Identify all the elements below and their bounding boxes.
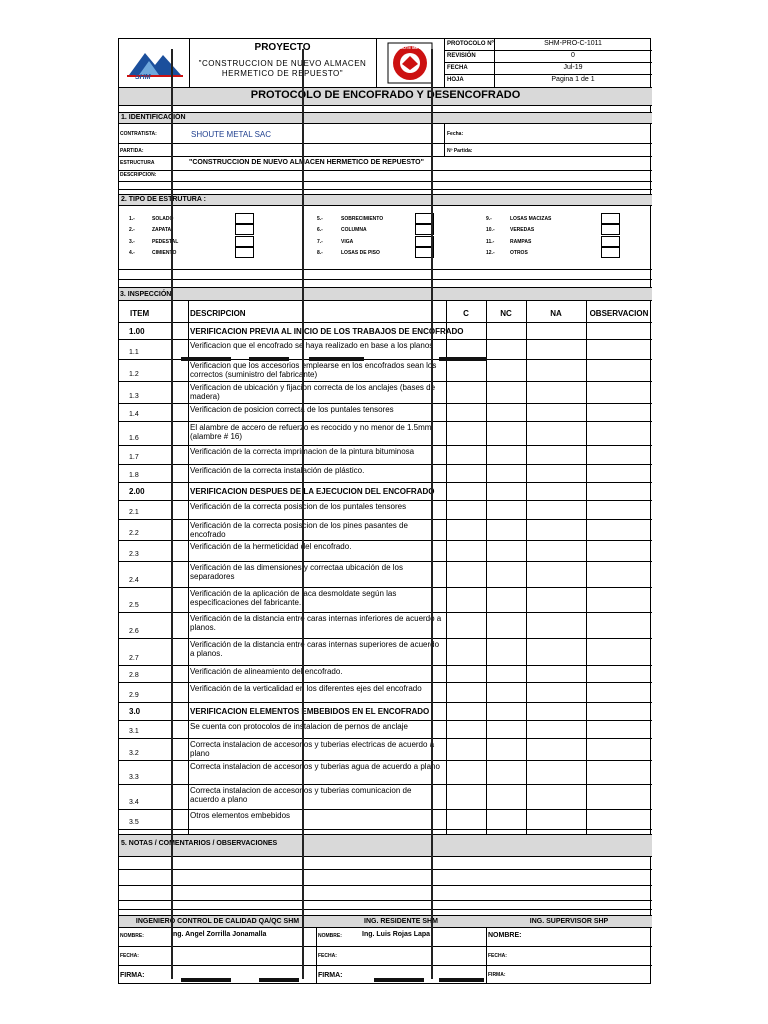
row-check-cell-c[interactable] <box>447 323 486 338</box>
row-description: Verificación de la verticalidad en los diferentes ejes del encofrado <box>190 684 422 693</box>
row-check-cell-obs[interactable] <box>587 613 652 637</box>
tipo-num: 8.- <box>317 250 323 256</box>
row-check-cell-na[interactable] <box>527 703 586 719</box>
project-label: PROYECTO <box>254 42 311 53</box>
firma-col3-fecha-label: FECHA: <box>488 953 507 959</box>
row-description: Verificacion de posicion correcta de los puntales tensores <box>190 405 394 414</box>
row-check-cell-c[interactable] <box>447 483 486 499</box>
row-check-cell-na[interactable] <box>527 422 586 444</box>
row-item-number: 2.7 <box>129 655 139 662</box>
row-check-cell-na[interactable] <box>527 323 586 338</box>
row-check-cell-nc[interactable] <box>487 562 526 586</box>
row-check-cell-obs[interactable] <box>587 446 652 463</box>
row-check-cell-c[interactable] <box>447 446 486 463</box>
row-check-cell-nc[interactable] <box>487 639 526 664</box>
row-description: Verificación de alineamiento del encofrado. <box>190 667 343 676</box>
row-check-cell-nc[interactable] <box>487 360 526 380</box>
row-item-number: 2.3 <box>129 551 139 558</box>
row-item-number: 1.8 <box>129 472 139 479</box>
row-check-cell-na[interactable] <box>527 721 586 737</box>
tipo-label: CIMIENTO <box>152 250 177 256</box>
row-check-cell-nc[interactable] <box>487 761 526 783</box>
row-check-cell-na[interactable] <box>527 340 586 358</box>
tipo-label: LOSAS MACIZAS <box>510 216 552 222</box>
row-item-number: 3.0 <box>129 707 141 716</box>
row-check-cell-c[interactable] <box>447 382 486 402</box>
row-description: Verificación de la correcta instalación de plástico. <box>190 466 365 475</box>
row-item-number: 1.3 <box>129 393 139 400</box>
row-check-cell-obs[interactable] <box>587 562 652 586</box>
tipo-label: RAMPAS <box>510 239 532 245</box>
row-check-cell-obs[interactable] <box>587 465 652 481</box>
row-description: Otros elementos embebidos <box>190 811 291 820</box>
row-check-cell-na[interactable] <box>527 666 586 681</box>
fecha-value: Jul-19 <box>563 64 583 71</box>
firma-col1-title: INGENIERO CONTROL DE CALIDAD QA/QC SHM <box>135 918 300 925</box>
row-check-cell-obs[interactable] <box>587 483 652 499</box>
row-check-cell-c[interactable] <box>447 639 486 664</box>
row-item-number: 3.5 <box>129 819 139 826</box>
row-check-cell-na[interactable] <box>527 588 586 611</box>
row-check-cell-na[interactable] <box>527 483 586 499</box>
revision-label: REVISIÓN <box>447 53 476 59</box>
row-check-cell-nc[interactable] <box>487 810 526 828</box>
hoja-value: Pagina 1 de 1 <box>551 76 595 83</box>
row-item-number: 2.5 <box>129 602 139 609</box>
row-check-cell-c[interactable] <box>447 520 486 539</box>
partida-label: PARTIDA: <box>120 148 144 154</box>
tipo-num: 6.- <box>317 227 323 233</box>
row-description: Verificación de la hermeticidad del encofrado. <box>190 542 352 551</box>
tipo-label: ZAPATA <box>152 227 172 233</box>
row-description: Verificación de la correcta posiscion de los puntales tensores <box>190 502 407 511</box>
inspeccion-title: 3. INSPECCIÓN <box>120 291 172 298</box>
scan-mark <box>309 357 364 361</box>
firma-col1-nombre-label: NOMBRE: <box>120 933 144 939</box>
row-item-number: 1.7 <box>129 454 139 461</box>
tipo-checkbox[interactable] <box>235 247 254 258</box>
row-check-cell-nc[interactable] <box>487 323 526 338</box>
protocolo-label: PROTOCOLO Nº <box>447 41 494 47</box>
row-check-cell-c[interactable] <box>447 588 486 611</box>
row-check-cell-obs[interactable] <box>587 541 652 560</box>
row-item-number: 2.1 <box>129 509 139 516</box>
row-check-cell-na[interactable] <box>527 785 586 808</box>
row-check-cell-c[interactable] <box>447 541 486 560</box>
scan-mark <box>181 357 231 361</box>
logo-left-text: SHM <box>135 74 151 81</box>
row-item-number: 2.8 <box>129 672 139 679</box>
row-check-cell-c[interactable] <box>447 404 486 420</box>
row-description: Verificación de la correcta posiscion de los pines pasantes de encofrado <box>190 521 408 539</box>
tipo-num: 12.- <box>486 250 495 256</box>
row-check-cell-nc[interactable] <box>487 483 526 499</box>
row-check-cell-na[interactable] <box>527 446 586 463</box>
row-check-cell-nc[interactable] <box>487 465 526 481</box>
row-check-cell-c[interactable] <box>447 562 486 586</box>
row-description: El alambre de accero de refuerzo es recocido y no menor de 1.5mm (alambre # 16) <box>190 423 432 441</box>
row-check-cell-nc[interactable] <box>487 422 526 444</box>
protocol-sheet <box>118 38 651 984</box>
row-check-cell-nc[interactable] <box>487 541 526 560</box>
row-check-cell-obs[interactable] <box>587 666 652 681</box>
row-item-number: 2.00 <box>129 487 145 496</box>
tipo-num: 10.- <box>486 227 495 233</box>
row-check-cell-na[interactable] <box>527 562 586 586</box>
scan-line <box>431 49 433 979</box>
row-check-cell-obs[interactable] <box>587 721 652 737</box>
row-check-cell-obs[interactable] <box>587 739 652 759</box>
row-description: Verificacion de ubicación y fijacion correcta de los anclajes (bases de madera) <box>190 383 436 401</box>
row-check-cell-na[interactable] <box>527 382 586 402</box>
row-check-cell-obs[interactable] <box>587 810 652 828</box>
firma-col3-title: ING. SUPERVISOR SHP <box>529 918 609 925</box>
row-check-cell-nc[interactable] <box>487 785 526 808</box>
row-check-cell-na[interactable] <box>527 739 586 759</box>
row-item-number: 2.9 <box>129 692 139 699</box>
row-check-cell-na[interactable] <box>527 501 586 518</box>
contratista-label: CONTRATISTA: <box>120 131 157 137</box>
row-item-number: 1.00 <box>129 327 145 336</box>
firma-col1-fecha-label: FECHA: <box>120 953 139 959</box>
fecha-label: FECHA <box>447 65 468 71</box>
header-nc: NC <box>500 309 512 318</box>
tipo-num: 5.- <box>317 216 323 222</box>
fecha-id-label: Fecha: <box>447 131 464 137</box>
tipo-num: 11.- <box>486 239 495 245</box>
firma-col2-firma-label: FIRMA: <box>318 972 343 979</box>
firma-col1-firma-label: FIRMA: <box>120 972 145 979</box>
row-description: Verificacion que el encofrado se haya realizado en base a los planos <box>190 341 434 350</box>
row-check-cell-c[interactable] <box>447 465 486 481</box>
logo-right-text: SHOUTE METAL <box>394 45 426 50</box>
tipo-checkbox[interactable] <box>601 213 620 224</box>
tipo-label: OTROS <box>510 250 528 256</box>
row-check-cell-obs[interactable] <box>587 340 652 358</box>
row-check-cell-obs[interactable] <box>587 785 652 808</box>
scan-line <box>302 49 304 979</box>
row-item-number: 3.4 <box>129 799 139 806</box>
tipo-num: 1.- <box>129 216 135 222</box>
row-check-cell-na[interactable] <box>527 639 586 664</box>
row-item-number: 2.6 <box>129 628 139 635</box>
scan-mark <box>374 978 424 982</box>
tipo-num: 7.- <box>317 239 323 245</box>
row-check-cell-obs[interactable] <box>587 520 652 539</box>
header-na: NA <box>550 309 562 318</box>
row-description: Se cuenta con protocolos de instalacion de pernos de anclaje <box>190 722 408 731</box>
row-item-number: 2.2 <box>129 530 139 537</box>
row-description: Verificación de la distancia entre caras internas superiores de acuerdo a planos. <box>190 640 440 658</box>
tipo-label: SOLADO <box>152 216 174 222</box>
row-check-cell-nc[interactable] <box>487 520 526 539</box>
notas-title: 5. NOTAS / COMENTARIOS / OBSERVACIONES <box>121 840 278 847</box>
scan-mark <box>259 978 299 982</box>
tipo-label: LOSAS DE PISO <box>341 250 380 256</box>
project-name-line1: "CONSTRUCCION DE NUEVO ALMACEN <box>198 59 367 68</box>
scan-mark <box>439 357 487 361</box>
row-description: Verificacion que los accesorios emplearse en los encofrados sean los correctos (suministro del fabricante) <box>190 361 437 379</box>
row-item-number: 1.2 <box>129 371 139 378</box>
row-check-cell-na[interactable] <box>527 465 586 481</box>
firma-col2-nombre-label: NOMBRE: <box>318 933 342 939</box>
project-name-line2: HERMETICO DE REPUESTO" <box>221 69 344 78</box>
row-item-number: 1.6 <box>129 435 139 442</box>
row-check-cell-nc[interactable] <box>487 721 526 737</box>
estructura-value: "CONSTRUCCION DE NUEVO ALMACEN HERMETICO DE REPUESTO" <box>189 159 424 166</box>
row-check-cell-obs[interactable] <box>587 404 652 420</box>
tipo-checkbox[interactable] <box>601 247 620 258</box>
row-check-cell-obs[interactable] <box>587 422 652 444</box>
row-description: Verificación de la distancia entre caras internas inferiores de acuerdo a planos. <box>190 614 442 632</box>
tipo-label: VEREDAS <box>510 227 535 233</box>
company-logo-left <box>125 45 185 83</box>
row-check-cell-obs[interactable] <box>587 360 652 380</box>
row-check-cell-c[interactable] <box>447 613 486 637</box>
scan-mark <box>249 357 289 361</box>
row-description: Verificación de la correcta imprimacion de la pintura bituminosa <box>190 447 415 456</box>
row-check-cell-na[interactable] <box>527 541 586 560</box>
tipo-num: 9.- <box>486 216 492 222</box>
row-check-cell-c[interactable] <box>447 721 486 737</box>
row-description: Verificación de las dimensiones y correctaa ubicación de los separadores <box>190 563 404 581</box>
row-description: Verificación de la aplicación de laca desmoldate según las especificaciones del fabricante. <box>190 589 397 607</box>
estructura-label: ESTRUCTURA <box>120 160 155 166</box>
row-item-number: 1.4 <box>129 411 139 418</box>
row-check-cell-nc[interactable] <box>487 666 526 681</box>
row-check-cell-nc[interactable] <box>487 613 526 637</box>
scan-mark <box>181 978 231 982</box>
row-description: Correcta instalacion de accesorios y tuberias comunicacion de acuerdo a plano <box>190 786 412 804</box>
row-item-number: 3.3 <box>129 774 139 781</box>
row-check-cell-nc[interactable] <box>487 404 526 420</box>
row-section-heading: VERIFICACION DESPUES DE LA EJECUCION DEL ENCOFRADO <box>190 487 435 496</box>
tipo-estructura-title: 2. TIPO DE ESTRUTURA : <box>121 196 206 203</box>
tipo-label: SOBRECIMIENTO <box>341 216 384 222</box>
row-check-cell-obs[interactable] <box>587 382 652 402</box>
row-check-cell-na[interactable] <box>527 810 586 828</box>
row-check-cell-nc[interactable] <box>487 446 526 463</box>
tipo-label: PEDESTAL <box>152 239 179 245</box>
header-item: ITEM <box>130 309 150 318</box>
row-check-cell-obs[interactable] <box>587 588 652 611</box>
row-check-cell-c[interactable] <box>447 703 486 719</box>
row-item-number: 3.1 <box>129 728 139 735</box>
row-check-cell-c[interactable] <box>447 360 486 380</box>
hoja-label: HOJA <box>447 77 464 83</box>
row-check-cell-c[interactable] <box>447 683 486 701</box>
row-check-cell-c[interactable] <box>447 785 486 808</box>
firma-col2-nombre: Ing. Luis Rojas Lapa <box>362 931 431 938</box>
firma-col1-nombre: Ing. Angel Zorrilla Jonamalla <box>171 931 267 938</box>
npartida-label: Nº Partida: <box>447 148 473 154</box>
tipo-checkbox[interactable] <box>235 213 254 224</box>
firma-col2-title: ING. RESIDENTE SHM <box>364 918 438 925</box>
row-check-cell-nc[interactable] <box>487 501 526 518</box>
tipo-num: 4.- <box>129 250 135 256</box>
firma-col3-firma-label: FIRMA: <box>488 972 506 978</box>
header-c: C <box>463 309 469 318</box>
row-check-cell-c[interactable] <box>447 340 486 358</box>
row-check-cell-obs[interactable] <box>587 639 652 664</box>
row-check-cell-obs[interactable] <box>587 501 652 518</box>
scan-line <box>171 49 173 979</box>
row-check-cell-c[interactable] <box>447 739 486 759</box>
row-check-cell-obs[interactable] <box>587 761 652 783</box>
row-check-cell-na[interactable] <box>527 761 586 783</box>
row-check-cell-nc[interactable] <box>487 340 526 358</box>
row-check-cell-nc[interactable] <box>487 588 526 611</box>
row-check-cell-na[interactable] <box>527 613 586 637</box>
firma-col2-fecha-label: FECHA: <box>318 953 337 959</box>
row-item-number: 1.1 <box>129 349 139 356</box>
tipo-label: COLUMNA <box>341 227 367 233</box>
row-check-cell-obs[interactable] <box>587 703 652 719</box>
tipo-checkbox[interactable] <box>601 236 620 247</box>
tipo-num: 2.- <box>129 227 135 233</box>
row-description: Correcta instalacion de accesorios y tuberias agua de acuerdo a plano <box>190 762 440 771</box>
row-check-cell-na[interactable] <box>527 520 586 539</box>
row-check-cell-c[interactable] <box>447 501 486 518</box>
revision-value: 0 <box>571 52 575 59</box>
tipo-checkbox[interactable] <box>601 224 620 235</box>
protocolo-value: SHM-PRO-C-1011 <box>544 40 602 47</box>
descripcion-label: DESCRIPCION: <box>120 172 157 178</box>
protocol-title: PROTOCOLO DE ENCOFRADO Y DESENCOFRADO <box>250 89 521 101</box>
row-check-cell-na[interactable] <box>527 404 586 420</box>
tipo-label: VIGA <box>341 239 354 245</box>
contratista-value: SHOUTE METAL SAC <box>191 130 272 139</box>
header-descripcion: DESCRIPCION <box>190 309 246 318</box>
scan-mark <box>439 978 484 982</box>
row-check-cell-c[interactable] <box>447 810 486 828</box>
row-section-heading: VERIFICACION PREVIA AL INICIO DE LOS TRABAJOS DE ENCOFRADO <box>190 327 464 336</box>
identificacion-title: 1. IDENTIFICACIÓN <box>121 114 186 121</box>
tipo-checkbox[interactable] <box>235 236 254 247</box>
row-section-heading: VERIFICACION ELEMENTOS EMBEBIDOS EN EL ENCOFRADO <box>190 707 430 716</box>
row-check-cell-nc[interactable] <box>487 739 526 759</box>
row-check-cell-c[interactable] <box>447 422 486 444</box>
row-check-cell-obs[interactable] <box>587 683 652 701</box>
header-observacion: OBSERVACION <box>589 309 649 318</box>
row-check-cell-obs[interactable] <box>587 323 652 338</box>
row-item-number: 3.2 <box>129 750 139 757</box>
row-check-cell-na[interactable] <box>527 360 586 380</box>
row-check-cell-na[interactable] <box>527 683 586 701</box>
tipo-num: 3.- <box>129 239 135 245</box>
tipo-checkbox[interactable] <box>235 224 254 235</box>
row-check-cell-nc[interactable] <box>487 703 526 719</box>
row-item-number: 2.4 <box>129 577 139 584</box>
row-description: Correcta instalacion de accesorios y tuberias electricas de acuerdo a plano <box>190 740 435 758</box>
company-logo-right <box>387 42 433 84</box>
firma-col3-nombre-label: NOMBRE: <box>488 932 522 939</box>
row-check-cell-nc[interactable] <box>487 683 526 701</box>
row-check-cell-c[interactable] <box>447 761 486 783</box>
row-check-cell-c[interactable] <box>447 666 486 681</box>
row-check-cell-nc[interactable] <box>487 382 526 402</box>
